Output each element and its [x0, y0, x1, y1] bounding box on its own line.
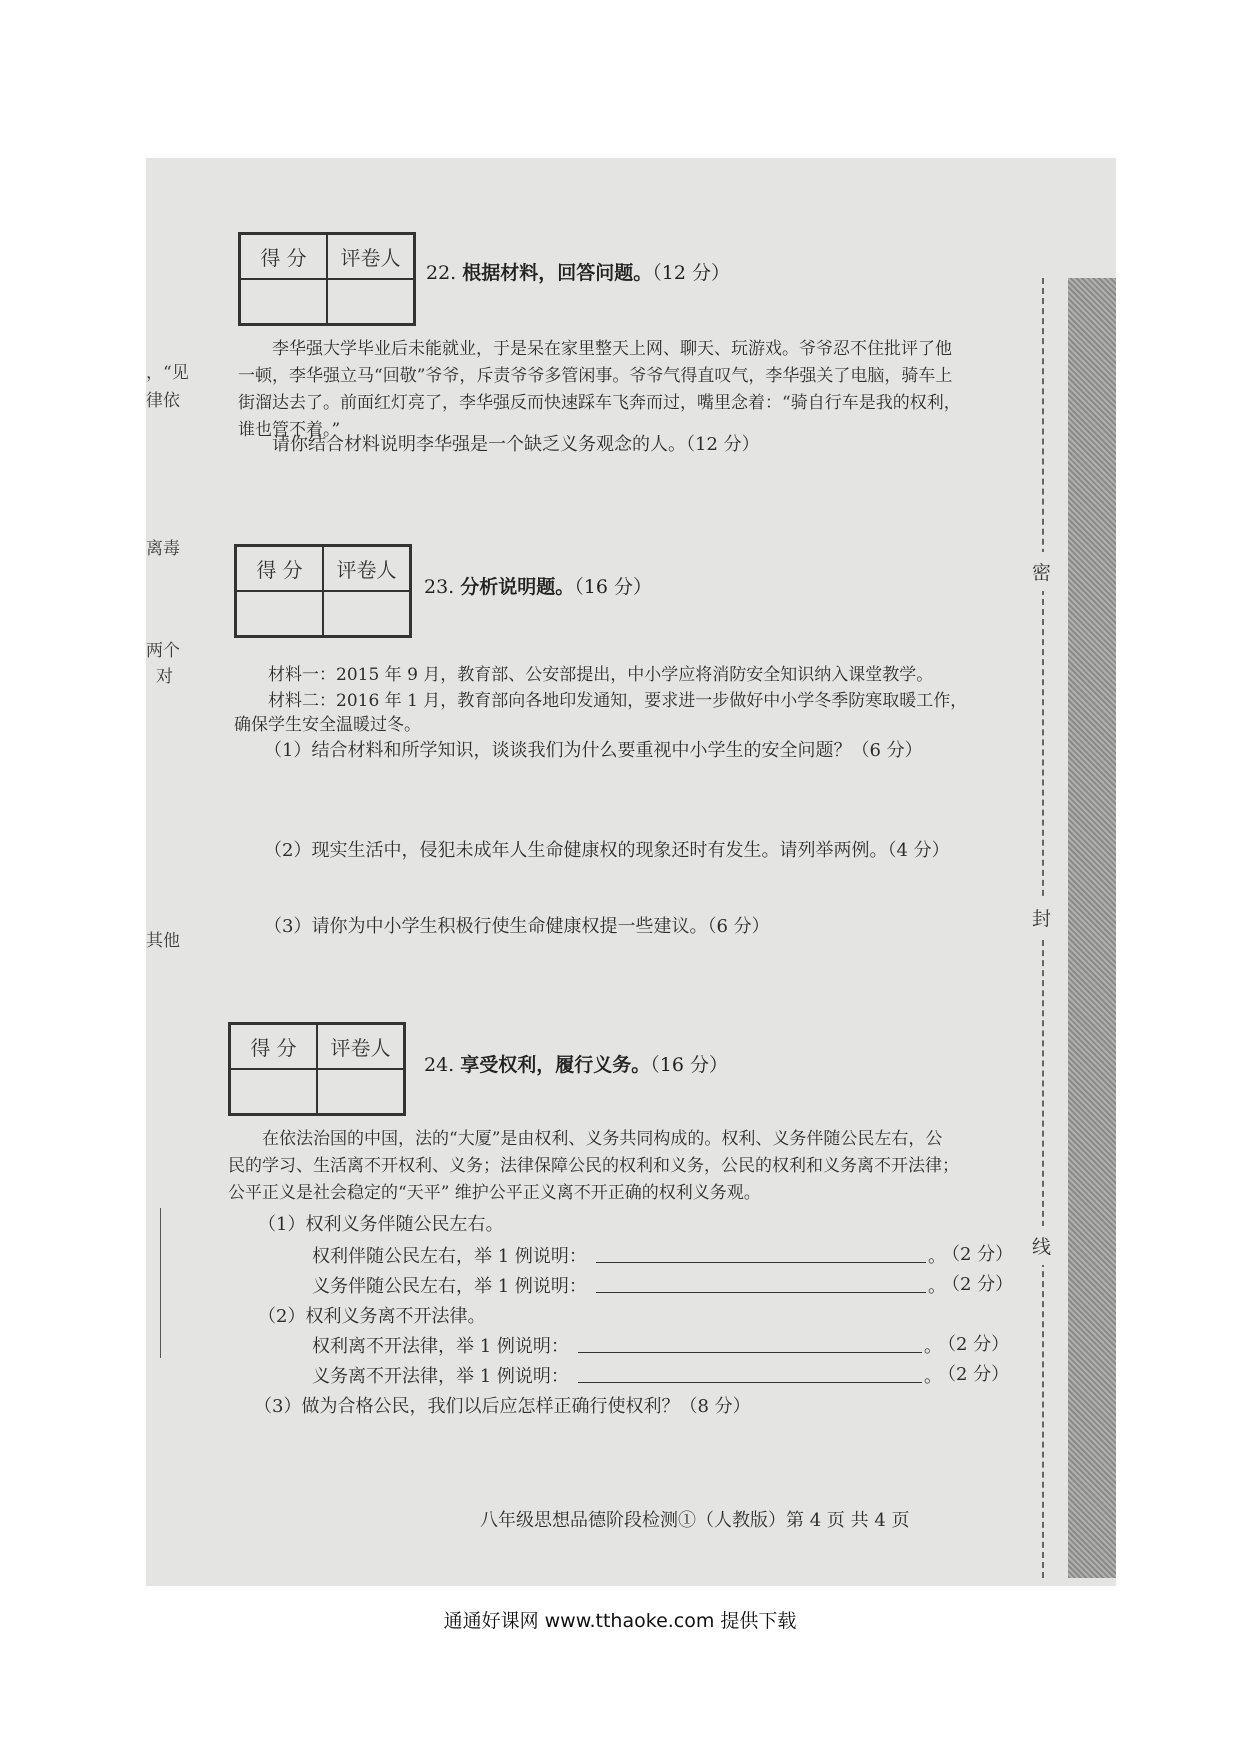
question-23-sub-2: （2）现实生活中，侵犯未成年人生命健康权的现象还时有发生。请列举两例。（4 分）	[264, 840, 950, 861]
left-fragment: 律依	[146, 391, 180, 411]
left-box-edge	[146, 1208, 161, 1358]
grader-label: 评卷人	[317, 1024, 404, 1069]
site-footer: 通通好课网 www.tthaoke.com 提供下载	[443, 1610, 797, 1632]
question-23-material-1: 材料一：2015 年 9 月，教育部、公安部提出，中小学应将消防安全知识纳入课堂教学。	[268, 665, 934, 685]
score-box	[238, 232, 416, 326]
question-24-material: 在依法治国的中国，法的“大厦”是由权利、义务共同构成的。权利、义务伴随公民左右，公 民的学习、生活离不开权利、义务；法律保障公民的权利和义务，公民的权利和义务离不开法律； 公平正义是社会稳定的“天平” 维护公平正义离不开正确的权利义务观。	[228, 1129, 959, 1203]
question-22-prompt: 请你结合材料说明李华强是一个缺乏义务观念的人。（12 分）	[272, 434, 760, 455]
question-23-material-2-cont: 确保学生安全温暖过冬。	[234, 715, 421, 735]
grader-label: 评卷人	[323, 546, 410, 591]
seal-char-feng: 封	[1032, 898, 1051, 937]
scanned-page	[146, 158, 1116, 1586]
question-23-sub-3: （3）请你为中小学生积极行使生命健康权提一些建议。（6 分）	[264, 916, 770, 937]
score-label: 得 分	[240, 234, 327, 279]
question-22-material: 李华强大学毕业后未能就业，于是呆在家里整天上网、聊天、玩游戏。爷爷忍不住批评了他 一顿，李华强立马“回敬”爷爷，斥责爷爷多管闲事。爷爷气得直叹气，李华强关了电脑，骑车上 街溜达去了。前面红灯亮了，李华强反而快速踩车飞奔而过，嘴里念着：“骑自行车是我的权利， 谁也管不着。”	[238, 339, 961, 440]
score-label: 得 分	[230, 1024, 317, 1069]
question-24-sub-1a: 权利伴随公民左右，举 1 例说明：	[312, 1246, 587, 1267]
blank-points: （2 分）	[938, 1334, 1010, 1355]
question-22-title: 22. 根据材料，回答问题。（12 分）	[426, 262, 730, 284]
seal-char-xian: 线	[1032, 1226, 1051, 1265]
question-24-sub-1: （1）权利义务伴随公民左右。	[258, 1214, 504, 1235]
question-24-sub-2: （2）权利义务离不开法律。	[258, 1306, 486, 1327]
answer-blank[interactable]	[596, 1292, 926, 1293]
question-24-title: 24. 享受权利，履行义务。（16 分）	[424, 1054, 728, 1076]
grader-cell[interactable]	[317, 1069, 404, 1114]
left-fragment: 离毒	[146, 539, 180, 559]
left-fragment: 对	[156, 667, 173, 687]
question-23-material-2: 材料二：2016 年 1 月，教育部向各地印发通知，要求进一步做好中小学冬季防寒取暖工作，	[268, 691, 968, 711]
question-24-sub-2b: 义务离不开法律，举 1 例说明：	[312, 1366, 569, 1387]
score-cell[interactable]	[230, 1069, 317, 1114]
question-24-sub-1b: 义务伴随公民左右，举 1 例说明：	[312, 1276, 587, 1297]
left-fragment: ，“见	[146, 363, 189, 383]
answer-blank[interactable]	[578, 1352, 922, 1353]
question-24-sub-2a: 权利离不开法律，举 1 例说明：	[312, 1336, 569, 1357]
blank-end-mark: 。	[924, 1366, 942, 1387]
answer-blank[interactable]	[578, 1382, 922, 1383]
question-23-sub-1: （1）结合材料和所学知识，谈谈我们为什么要重视中小学生的安全问题？（6 分）	[264, 740, 923, 761]
grader-cell[interactable]	[327, 279, 414, 324]
page-footer: 八年级思想品德阶段检测①（人教版）第 4 页 共 4 页	[480, 1510, 910, 1531]
score-box	[228, 1022, 406, 1116]
blank-points: （2 分）	[938, 1364, 1010, 1385]
seal-char-mi: 密	[1032, 552, 1051, 591]
score-label: 得 分	[236, 546, 323, 591]
grader-label: 评卷人	[327, 234, 414, 279]
left-fragment: 其他	[146, 931, 180, 951]
question-23-title: 23. 分析说明题。（16 分）	[424, 576, 652, 598]
binding-strip	[1068, 278, 1116, 1578]
left-fragment: 两个	[146, 641, 180, 661]
score-cell[interactable]	[240, 279, 327, 324]
blank-points: （2 分）	[942, 1274, 1014, 1295]
grader-cell[interactable]	[323, 591, 410, 636]
question-24-sub-3: （3）做为合格公民，我们以后应怎样正确行使权利？（8 分）	[254, 1396, 751, 1417]
score-box	[234, 544, 412, 638]
blank-points: （2 分）	[942, 1244, 1014, 1265]
score-cell[interactable]	[236, 591, 323, 636]
blank-end-mark: 。	[928, 1276, 946, 1297]
blank-end-mark: 。	[924, 1336, 942, 1357]
blank-end-mark: 。	[928, 1246, 946, 1267]
answer-blank[interactable]	[596, 1262, 926, 1263]
